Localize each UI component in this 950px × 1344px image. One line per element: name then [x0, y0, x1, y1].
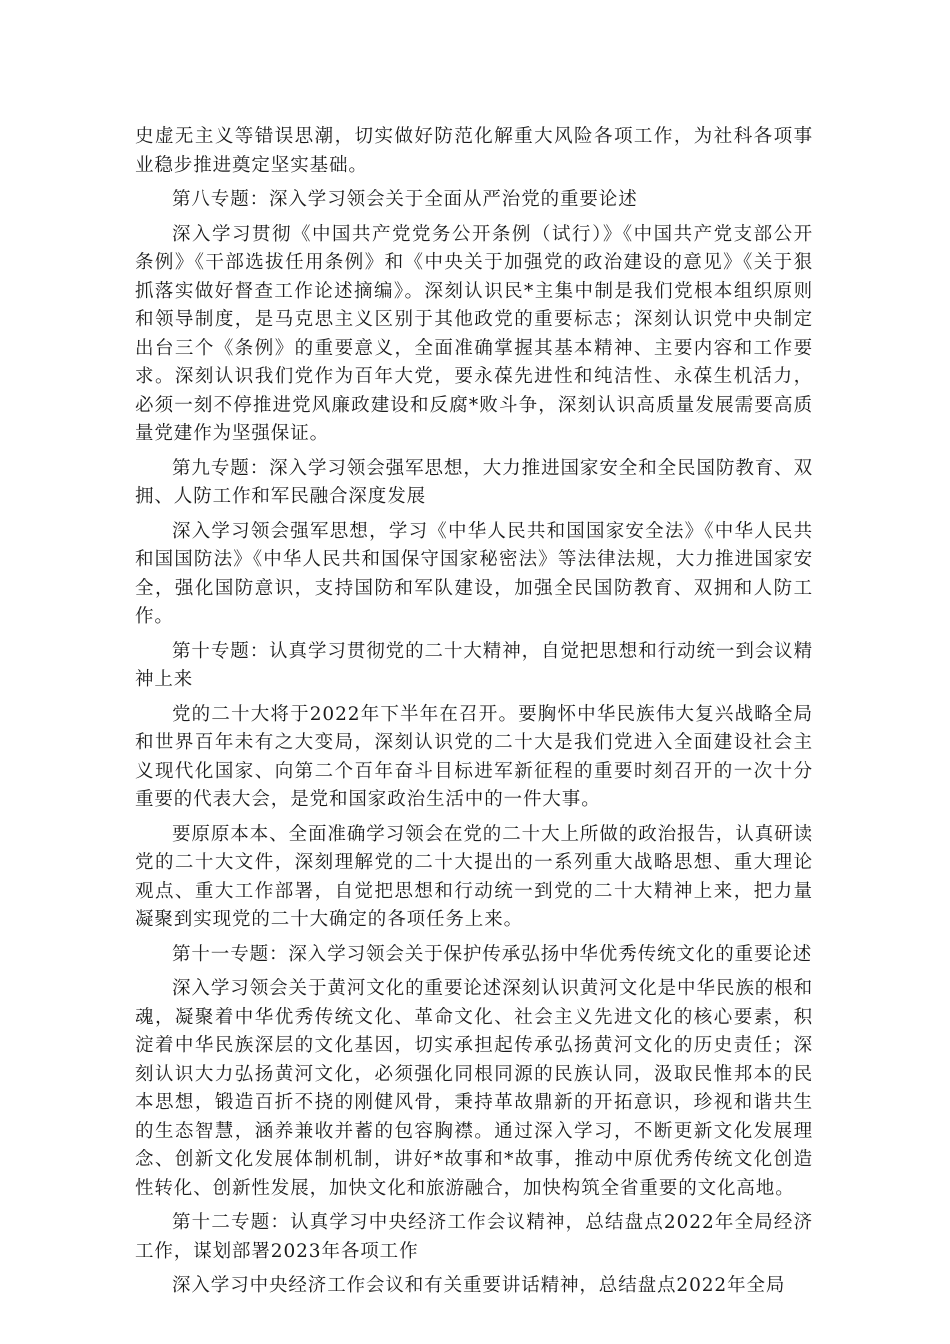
paragraph: 深入学习贯彻《中国共产党党务公开条例（试行）》《中国共产党支部公开条例》《干部选拔任用条例》和《中央关于加强党的政治建设的意见》《关于狠抓落实做好督查工作论述摘编》。深刻认识民*主集中制是我们党根本组织原则和领导制度，是马克思主义区别于其他政党的重要标志；深刻认识党中央制定出台三个《条例》的重要意义，全面准确掌握其基本精神、主要内容和工作要求。深刻认识我们党作为百年大党，要永葆先进性和纯洁性、永葆生机活力，必须一刻不停推进党风廉政建设和反腐*败斗争，深刻认识高质量发展需要高质量党建作为坚强保证。	[135, 223, 813, 444]
paragraph: 要原原本本、全面准确学习领会在党的二十大上所做的政治报告，认真研读党的二十大文件，深刻理解党的二十大提出的一系列重大战略思想、重大理论观点、重大工作部署，自觉把思想和行动统一到党的二十大精神上来，把力量凝聚到实现党的二十大确定的各项任务上来。	[135, 823, 813, 930]
paragraph: 深入学习领会强军思想，学习《中华人民共和国国家安全法》《中华人民共和国国防法》《中华人民共和国保守国家秘密法》等法律法规，大力推进国家安全，强化国防意识，支持国防和军队建设，加强全民国防教育、双拥和人防工作。	[135, 520, 813, 627]
paragraph: 深入学习领会关于黄河文化的重要论述深刻认识黄河文化是中华民族的根和魂，凝聚着中华优秀传统文化、革命文化、社会主义先进文化的核心要素，积淀着中华民族深层的文化基因，切实承担起传承弘扬黄河文化的历史责任；深刻认识大力弘扬黄河文化，必须强化同根同源的民族认同，汲取民惟邦本的民本思想，锻造百折不挠的刚健风骨，秉持革故鼎新的开拓意识，珍视和谐共生的生态智慧，涵养兼收并蓄的包容胸襟。通过深入学习，不断更新文化发展理念、创新文化发展体制机制，讲好*故事和*故事，推动中原优秀传统文化创造性转化、创新性发展，加快文化和旅游融合，加快构筑全省重要的文化高地。	[135, 978, 813, 1199]
section-heading-9: 第九专题：深入学习领会强军思想，大力推进国家安全和全民国防教育、双拥、人防工作和军民融合深度发展	[135, 457, 813, 507]
paragraph-continuation: 史虚无主义等错误思潮，切实做好防范化解重大风险各项工作，为社科各项事业稳步推进奠定坚实基础。	[135, 126, 813, 176]
section-heading-12: 第十二专题：认真学习中央经济工作会议精神，总结盘点2022年全局经济工作，谋划部署2023年各项工作	[135, 1212, 813, 1262]
section-heading-11: 第十一专题：深入学习领会关于保护传承弘扬中华优秀传统文化的重要论述	[172, 943, 813, 965]
document-body	[135, 123, 813, 1307]
section-heading-10: 第十专题：认真学习贯彻党的二十大精神，自觉把思想和行动统一到会议精神上来	[135, 640, 813, 690]
paragraph: 深入学习中央经济工作会议和有关重要讲话精神，总结盘点2022年全局	[172, 1275, 786, 1296]
section-heading-8: 第八专题：深入学习领会关于全面从严治党的重要论述	[172, 189, 638, 210]
paragraph: 党的二十大将于2022年下半年在召开。要胸怀中华民族伟大复兴战略全局和世界百年未有之大变局，深刻认识党的二十大是我们党进入全面建设社会主义现代化国家、向第二个百年奋斗目标进军新征程的重要时刻召开的一次十分重要的代表大会，是党和国家政治生活中的一件大事。	[135, 703, 813, 810]
